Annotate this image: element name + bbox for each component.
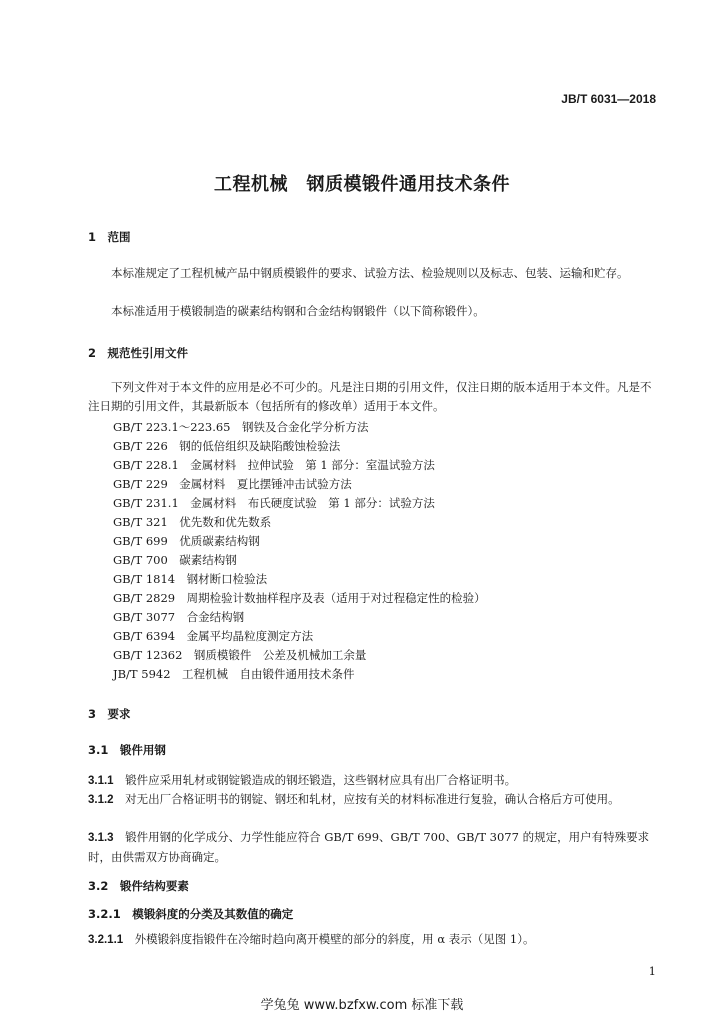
clause-number: 3.2.1.1 — [88, 934, 124, 946]
footer-watermark: 学兔兔 www.bzfxw.com 标准下载 — [260, 998, 464, 1013]
section-3-1-heading: 3.1 锻件用钢 — [88, 743, 166, 757]
clause-number: 3.1.3 — [88, 832, 114, 844]
page-number: 1 — [648, 964, 656, 978]
reference-item: GB/T 231.1 金属材料 布氏硬度试验 第 1 部分：试验方法 — [113, 496, 435, 510]
reference-item: GB/T 321 优先数和优先数系 — [113, 515, 272, 529]
section-2-intro: 下列文件对于本文件的应用是必不可少的。凡是注日期的引用文件，仅注日期的版本适用于本文件。凡是不注日期的引用文件，其最新版本（包括所有的修改单）适用于本文件。 — [88, 380, 652, 413]
reference-item: GB/T 700 碳素结构钢 — [113, 553, 237, 567]
reference-item: GB/T 3077 合金结构钢 — [113, 610, 245, 624]
clause-text: 外模锻斜度指锻件在冷缩时趋向离开模壁的部分的斜度，用 α 表示（见图 1）。 — [134, 932, 535, 946]
reference-item: GB/T 226 钢的低倍组织及缺陷酸蚀检验法 — [113, 439, 341, 453]
section-1-paragraph-2: 本标准适用于模锻制造的碳素结构钢和合金结构钢锻件（以下简称锻件）。 — [111, 304, 485, 318]
document-title: 工程机械 钢质模锻件通用技术条件 — [214, 174, 510, 195]
clause-text: 对无出厂合格证明书的钢锭、钢坯和轧材，应按有关的材料标准进行复验，确认合格后方可使用。 — [125, 792, 620, 806]
reference-item: GB/T 6394 金属平均晶粒度测定方法 — [113, 629, 314, 643]
clause-number: 3.1.1 — [88, 775, 114, 787]
standard-code: JB/T 6031—2018 — [561, 92, 656, 106]
clause-3-1-2 — [88, 790, 660, 810]
reference-item: GB/T 229 金属材料 夏比摆锤冲击试验方法 — [113, 477, 352, 491]
clause-3-2-1-1 — [88, 930, 660, 950]
section-3-heading: 3 要求 — [88, 707, 131, 721]
section-3-2-1-heading: 3.2.1 模锻斜度的分类及其数值的确定 — [88, 907, 294, 921]
clause-number: 3.1.2 — [88, 794, 114, 806]
section-1-heading: 1 范围 — [88, 230, 131, 244]
section-1-paragraph-1: 本标准规定了工程机械产品中钢质模锻件的要求、试验方法、检验规则以及标志、包装、运输和贮存。 — [111, 266, 629, 280]
reference-item: GB/T 12362 钢质模锻件 公差及机械加工余量 — [113, 648, 367, 662]
section-3-2-heading: 3.2 锻件结构要素 — [88, 879, 189, 893]
clause-text: 锻件应采用轧材或钢锭锻造成的钢坯锻造，这些钢材应具有出厂合格证明书。 — [125, 773, 517, 787]
reference-item: GB/T 223.1～223.65 钢铁及合金化学分析方法 — [113, 420, 369, 434]
reference-item: GB/T 228.1 金属材料 拉伸试验 第 1 部分：室温试验方法 — [113, 458, 435, 472]
reference-item: GB/T 1814 钢材断口检验法 — [113, 572, 268, 586]
reference-item: GB/T 2829 周期检验计数抽样程序及表（适用于对过程稳定性的检验） — [113, 591, 486, 605]
reference-item: GB/T 699 优质碳素结构钢 — [113, 534, 260, 548]
clause-3-1-3 — [88, 828, 660, 867]
reference-item: JB/T 5942 工程机械 自由锻件通用技术条件 — [113, 667, 355, 681]
clause-text: 锻件用钢的化学成分、力学性能应符合 GB/T 699、GB/T 700、GB/T 3077 的规定，用户有特殊要求时，由供需双方协商确定。 — [88, 830, 650, 864]
clause-3-1-1 — [88, 771, 660, 791]
section-2-heading: 2 规范性引用文件 — [88, 346, 189, 360]
